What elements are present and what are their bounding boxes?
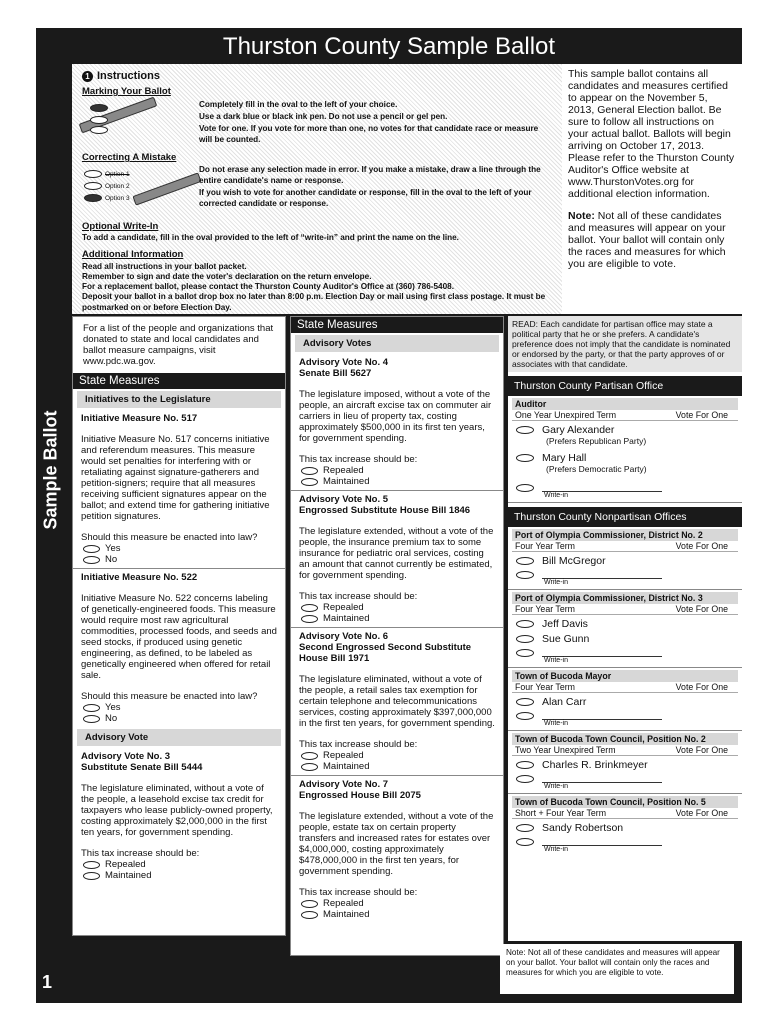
advisory-vote-6 (291, 627, 503, 775)
race-port-district-2 (508, 527, 742, 590)
party-preference-note: READ: Each candidate for partisan office may state a political party that he or she prefers. A candidate's preference does not imply that the candidate is nominated or endorsed by the party, or that the party approves of or associates with that candidate. (508, 316, 742, 372)
writein-option[interactable] (512, 567, 738, 579)
candidate-name: Sandy Robertson (542, 822, 624, 834)
column-state-measures-2 (290, 316, 504, 956)
oval-icon (84, 182, 102, 190)
writein-line[interactable] (542, 484, 662, 492)
candidate-name: Sue Gunn (542, 633, 590, 645)
oval-icon[interactable] (516, 454, 534, 462)
advisory-vote-4 (291, 354, 503, 490)
option-repealed[interactable] (301, 465, 495, 476)
candidate-option[interactable] (512, 630, 738, 645)
oval-icon[interactable] (301, 467, 318, 475)
option-repealed[interactable] (83, 859, 277, 870)
oval-icon[interactable] (516, 838, 534, 846)
option-label: No (105, 554, 118, 565)
measure-title: Advisory Vote No. 3 (81, 751, 171, 762)
option-maintained[interactable] (301, 476, 495, 487)
oval-icon[interactable] (516, 761, 534, 769)
candidate-option[interactable] (512, 446, 738, 464)
measure-question: Should this measure be enacted into law? (81, 532, 258, 543)
race-term-row (512, 604, 738, 615)
option-no[interactable] (83, 713, 277, 724)
example-option-2 (84, 182, 130, 190)
oval-icon[interactable] (516, 775, 534, 783)
additional-line-1: Read all instructions in your ballot packet. (82, 262, 247, 271)
oval-icon[interactable] (516, 649, 534, 657)
subsection-heading: Initiatives to the Legislature (77, 391, 281, 408)
measure-517 (73, 410, 285, 568)
race-term: Four Year Term (515, 604, 575, 614)
measure-title: Initiative Measure No. 522 (81, 572, 198, 583)
marking-line-3: Vote for one. If you vote for more than one, no votes for that candidate race or measure will be counted. (199, 124, 539, 144)
oval-icon[interactable] (83, 872, 100, 880)
race-auditor (508, 396, 742, 503)
additional-line-3: For a replacement ballot, please contact the Thurston County Auditor's Office at (360) 786-5408. (82, 282, 454, 291)
writein-line[interactable] (542, 838, 662, 846)
vote-for-one: Vote For One (675, 808, 728, 818)
race-term: One Year Unexpired Term (515, 410, 617, 420)
measure-question: This tax increase should be: (299, 739, 418, 750)
race-title: Port of Olympia Commissioner, District No. 3 (512, 592, 738, 604)
advisory-vote-3 (73, 748, 285, 884)
race-term-row (512, 745, 738, 756)
option-label: Yes (105, 702, 121, 713)
correcting-line-2: If you wish to vote for another candidate or response, fill in the oval to the left of your corrected candidate or response. (199, 188, 532, 208)
oval-icon[interactable] (83, 704, 100, 712)
option-label: Maintained (323, 613, 370, 624)
candidate-option[interactable] (512, 819, 738, 834)
writein-line[interactable] (542, 571, 662, 579)
option-maintained[interactable] (301, 761, 495, 772)
option-label: Repealed (323, 465, 364, 476)
column-offices (508, 316, 742, 941)
option-yes[interactable] (83, 543, 277, 554)
instructions-heading (82, 70, 160, 82)
candidate-name: Alan Carr (542, 696, 587, 708)
oval-icon[interactable] (516, 571, 534, 579)
oval-icon[interactable] (516, 426, 534, 434)
race-title: Town of Bucoda Town Council, Position No. 5 (512, 796, 738, 808)
measure-subtitle: Engrossed Substitute House Bill 1846 (299, 505, 471, 516)
candidate-option[interactable] (512, 552, 738, 567)
note-text: Not all of these candidates and measures will appear on your ballot. Your ballot will contain only the races and measures for which you are eligible to vote. (568, 210, 726, 270)
note-label: Note: (568, 210, 595, 222)
race-term-row (512, 410, 738, 421)
race-bucoda-council-5 (508, 794, 742, 856)
oval-icon[interactable] (301, 604, 318, 612)
option-no[interactable] (83, 554, 277, 565)
option-label: Yes (105, 543, 121, 554)
page-number: 1 (42, 972, 53, 992)
measure-question: This tax increase should be: (81, 848, 200, 859)
additional-line-2: Remember to sign and date the voter's declaration on the return envelope. (82, 272, 372, 281)
subsection-heading: Advisory Vote (77, 729, 281, 746)
example-option-1 (84, 170, 130, 178)
candidate-option[interactable] (512, 421, 738, 436)
oval-icon[interactable] (301, 911, 318, 919)
step-number-icon: 1 (82, 71, 93, 82)
option-label: Maintained (105, 870, 152, 881)
candidate-name: Bill McGregor (542, 555, 606, 567)
race-term: Short + Four Year Term (515, 808, 607, 818)
correcting-line-1: Do not erase any selection made in error. If you make a mistake, draw a line through the entire candidate's name or response. (199, 165, 541, 185)
oval-icon[interactable] (301, 615, 318, 623)
measure-text: Initiative Measure No. 522 concerns labeling of genetically-engineered foods. This measure would require most raw agricultural commodities, processed foods, and seeds and seed stocks, if produced using genetic engineering, as defined, to be labeled as genetically engineered when offered for retail sale. (81, 593, 277, 681)
marking-heading: Marking Your Ballot (82, 86, 171, 97)
option-maintained[interactable] (301, 909, 495, 920)
vote-for-one: Vote For One (675, 682, 728, 692)
oval-icon[interactable] (516, 698, 534, 706)
writein-option[interactable] (512, 474, 738, 492)
filled-oval-icon (84, 194, 102, 202)
race-title: Town of Bucoda Mayor (512, 670, 738, 682)
writein-line[interactable] (542, 775, 662, 783)
option-label: No (105, 713, 118, 724)
writein-label: Write-in (544, 657, 568, 664)
option-label: Repealed (323, 898, 364, 909)
measure-subtitle: Engrossed House Bill 2075 (299, 790, 421, 801)
writein-line[interactable] (542, 712, 662, 720)
section-heading: State Measures (73, 373, 285, 389)
writein-option[interactable] (512, 645, 738, 657)
oval-icon[interactable] (516, 824, 534, 832)
candidate-name: Jeff Davis (542, 618, 588, 630)
race-title: Port of Olympia Commissioner, District No. 2 (512, 529, 738, 541)
oval-icon[interactable] (301, 752, 318, 760)
info-panel (562, 64, 742, 314)
oval-icon (84, 170, 102, 178)
oval-icon[interactable] (516, 635, 534, 643)
writein-label: Write-in (544, 579, 568, 586)
race-title: Auditor (512, 398, 738, 410)
candidate-name: Charles R. Brinkmeyer (542, 759, 648, 771)
writein-label: Write-in (544, 492, 568, 499)
option-repealed[interactable] (301, 750, 495, 761)
measure-title: Advisory Vote No. 7 (299, 779, 389, 790)
vote-for-one: Vote For One (675, 410, 728, 420)
option-repealed[interactable] (301, 602, 495, 613)
advisory-vote-7 (291, 775, 503, 923)
writein-option[interactable] (512, 834, 738, 846)
measure-text: The legislature extended, without a vote of the people, the insurance premium tax to some insurance for pediatric oral services, costing an amount that cannot currently be estimated, for government spending. (299, 526, 494, 581)
race-term: Four Year Term (515, 541, 575, 551)
writein-label: Write-in (544, 846, 568, 853)
option-label: Option 2 (105, 182, 130, 190)
measure-subtitle: Senate Bill 5627 (299, 368, 372, 379)
marking-line-2: Use a dark blue or black ink pen. Do not use a pencil or gel pen. (199, 112, 448, 121)
option-maintained[interactable] (83, 870, 277, 881)
option-label: Option 3 (105, 194, 130, 202)
example-option-3 (84, 194, 130, 202)
writein-option[interactable] (512, 708, 738, 720)
oval-icon[interactable] (83, 545, 100, 553)
measure-question: This tax increase should be: (299, 454, 418, 465)
race-bucoda-council-2 (508, 731, 742, 794)
writein-text: To add a candidate, fill in the oval provided to the left of “write-in” and print the name on the line. (82, 233, 459, 242)
measure-question: This tax increase should be: (299, 591, 418, 602)
race-term-row (512, 541, 738, 552)
candidate-option[interactable] (512, 615, 738, 630)
writein-heading: Optional Write-In (82, 221, 159, 232)
candidate-name: Mary Hall (542, 452, 587, 464)
info-note (568, 210, 736, 270)
candidate-option[interactable] (512, 756, 738, 771)
instructions-panel (72, 64, 562, 314)
race-term: Four Year Term (515, 682, 575, 692)
subsection-heading: Advisory Votes (295, 335, 499, 352)
oval-icon[interactable] (516, 557, 534, 565)
measure-subtitle: Substitute Senate Bill 5444 (81, 762, 203, 773)
race-term-row (512, 808, 738, 819)
measure-title: Advisory Vote No. 4 (299, 357, 389, 368)
measure-text: The legislature eliminated, without a vote of the people, a leasehold excise tax credit for taxpayers who lease publicly-owned property, costing approximately $2,000,000 in the first ten years, for government spending. (81, 783, 273, 838)
correcting-heading: Correcting A Mistake (82, 152, 177, 163)
oval-icon[interactable] (516, 484, 534, 492)
donors-note: For a list of the people and organizations that donated to state and local candidates and ballot measure campaigns, visit www.pdc.wa.gov. (83, 323, 274, 367)
oval-icon (90, 116, 108, 124)
footer-note: Note: Not all of these candidates and measures will appear on your ballot. Your ballot will contain only the races and measures for which you are eligible to vote. (500, 944, 734, 994)
measure-title: Advisory Vote No. 6 (299, 631, 389, 642)
option-label: Repealed (323, 602, 364, 613)
oval-icon[interactable] (301, 900, 318, 908)
instructions-title: Instructions (97, 70, 160, 82)
candidate-name: Gary Alexander (542, 424, 615, 436)
oval-icon[interactable] (83, 556, 100, 564)
race-title: Town of Bucoda Town Council, Position No. 2 (512, 733, 738, 745)
oval-icon (90, 126, 108, 134)
oval-icon[interactable] (83, 715, 100, 723)
option-label: Repealed (105, 859, 146, 870)
measure-text: The legislature imposed, without a vote of the people, an aircraft excise tax on commuter air carriers in lieu of property tax, costing approximately $500,000 in its first ten years, for government spending. (299, 389, 492, 444)
oval-icon[interactable] (83, 861, 100, 869)
nonpartisan-offices-heading: Thurston County Nonpartisan Offices (508, 507, 742, 527)
pen-icon (132, 172, 201, 205)
candidate-option[interactable] (512, 693, 738, 708)
column-state-measures-1 (72, 316, 286, 936)
side-label (36, 320, 66, 620)
measure-522 (73, 568, 285, 727)
measure-question: Should this measure be enacted into law? (81, 691, 258, 702)
race-term-row (512, 682, 738, 693)
additional-line-4: Deposit your ballot in a ballot drop box no later than 8:00 p.m. Election Day or mail using first class postage. It must be postmarked on or before Election Day. (82, 292, 546, 312)
advisory-vote-5 (291, 490, 503, 627)
party-preference: (Prefers Republican Party) (546, 436, 647, 446)
measure-title: Initiative Measure No. 517 (81, 413, 198, 424)
vote-for-one: Vote For One (675, 604, 728, 614)
writein-label: Write-in (544, 783, 568, 790)
side-label-text: Sample Ballot (40, 410, 61, 530)
measure-title: Advisory Vote No. 5 (299, 494, 389, 505)
race-port-district-3 (508, 590, 742, 668)
marking-line-1: Completely fill in the oval to the left of your choice. (199, 100, 398, 109)
page-title: Thurston County Sample Ballot (222, 33, 556, 60)
option-label: Maintained (323, 761, 370, 772)
race-bucoda-mayor (508, 668, 742, 731)
writein-label: Write-in (544, 720, 568, 727)
oval-icon[interactable] (301, 763, 318, 771)
option-label: Maintained (323, 909, 370, 920)
oval-icon[interactable] (301, 478, 318, 486)
additional-heading: Additional Information (82, 249, 184, 260)
race-term: Two Year Unexpired Term (515, 745, 616, 755)
vote-for-one: Vote For One (675, 745, 728, 755)
option-repealed[interactable] (301, 898, 495, 909)
option-label: Option 1 (105, 170, 130, 178)
option-label: Repealed (323, 750, 364, 761)
measure-text: The legislature extended, without a vote of the people, estate tax on certain property transfers and increased rates for estates over $4,000,000, costing approximately $478,000,000 in the first ten years, for government spending. (299, 811, 494, 877)
option-maintained[interactable] (301, 613, 495, 624)
section-heading: State Measures (291, 317, 503, 333)
filled-oval-icon (90, 104, 108, 112)
party-preference: (Prefers Democratic Party) (546, 464, 647, 474)
measure-question: This tax increase should be: (299, 887, 418, 898)
measure-text: The legislature eliminated, without a vote of the people, a retail sales tax exemption for certain telephone and telecommunications services, costing approximately $397,000,000 in the first ten years, for government spending. (299, 674, 495, 729)
info-paragraph: This sample ballot contains all candidates and measures certified to appear on the November 5, 2013, General Election ballot. Be sure to follow all instructions on your actual ballot. Ballots will begin arriving on October 17, 2013. Please refer to the Thurston County Auditor's Office website at www.ThurstonVotes.org for additional election information. (568, 68, 735, 200)
vote-for-one: Vote For One (675, 541, 728, 551)
writein-line[interactable] (542, 649, 662, 657)
oval-icon[interactable] (516, 712, 534, 720)
writein-option[interactable] (512, 771, 738, 783)
option-yes[interactable] (83, 702, 277, 713)
option-label: Maintained (323, 476, 370, 487)
measure-text: Initiative Measure No. 517 concerns initiative and referendum measures. This measure would set penalties for interfering with or retaliating against signature-gatherers and petition-signers; require that all measures receiving sufficient signatures appear on the ballot; and extend time for gathering initiative petition signatures. (81, 434, 270, 522)
measure-subtitle: Second Engrossed Second Substitute House Bill 1971 (299, 642, 472, 664)
oval-icon[interactable] (516, 620, 534, 628)
partisan-office-heading: Thurston County Partisan Office (508, 376, 742, 396)
